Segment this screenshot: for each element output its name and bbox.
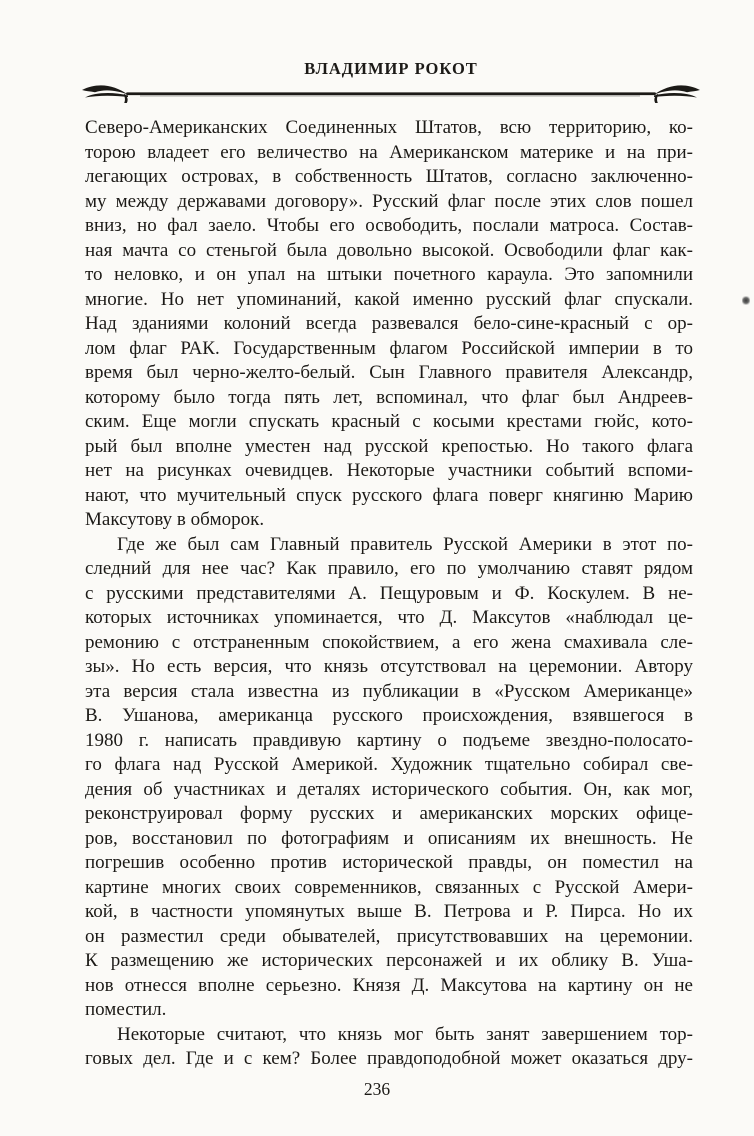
text-line: с русскими представителями А. Пещуровым и Ф. Коскулем. В не- [85, 582, 693, 604]
text-line: кой, в частности упомянутых выше В. Петрова и Р. Пирса. Но их [85, 901, 693, 922]
text-line: Некоторые считают, что князь мог быть занят завершением тор- [117, 1023, 693, 1045]
text-line: реконструировал форму русских и американских морских офице- [85, 803, 693, 824]
text-line: легающих островах, в собственность Штатов, согласно заключенно- [85, 166, 693, 187]
text-line: нают, что мучительный спуск русского флага поверг княгиню Марию [85, 484, 693, 506]
text-line: то неловко, и он упал на штыки почетного караула. Это запомнили [85, 264, 693, 285]
text-line: Северо-Американских Соединенных Штатов, всю территорию, ко- [85, 117, 693, 138]
text-line: му между державами договору». Русский флаг после этих слов пошел [85, 190, 693, 212]
ink-speck-artifact [742, 296, 750, 305]
text-line: ремонию с отстраненным спокойствием, а его жена смахивала сле- [85, 631, 693, 653]
right-fleuron-ornament [654, 85, 700, 103]
text-line: рый был вполне уместен над русской крепостью. Но такого флага [85, 435, 693, 457]
text-line: говых дел. Где и с кем? Более правдоподобной может оказаться дру- [85, 1048, 693, 1069]
text-line: 1980 г. написать правдивую картину о подъеме звездно-полосато- [85, 729, 693, 751]
text-line: которому было тогда пять лет, вспоминал, что флаг был Андреев- [85, 386, 693, 408]
text-line: вниз, но фал заело. Чтобы его освободить, послали матроса. Состав- [85, 215, 693, 236]
ornamental-rule [80, 82, 702, 104]
text-line: погрешив особенно против исторической правды, он поместил на [85, 852, 693, 873]
text-line: которых источниках упоминается, что Д. Максутов «наблюдал це- [85, 607, 693, 628]
text-line: дения об участниках и деталях исторического события. Он, как мог, [85, 778, 693, 800]
text-line: многие. Но нет упоминаний, какой именно русский флаг спускали. [85, 288, 693, 310]
left-fleuron-ornament [82, 85, 128, 103]
text-line: следний для нее час? Как правило, его по умолчанию ставят рядом [85, 558, 693, 579]
text-line: торою владеет его величество на Американском материке и на при- [85, 141, 693, 163]
text-line: время был черно-желто-белый. Сын Главного правителя Александр, [85, 362, 693, 383]
text-line: поместил. [85, 999, 167, 1020]
text-line: ров, восстановил по фотографиям и описаниям их внешность. Не [85, 827, 693, 849]
text-line: Над зданиями колоний всегда развевался бело-сине-красный с ор- [85, 313, 693, 334]
text-line: В. Ушанова, американца русского происхождения, взявшегося в [85, 705, 693, 726]
text-line: эта версия стала известна из публикации в «Русском Американце» [85, 680, 693, 702]
text-line: Максутову в обморок. [85, 509, 265, 530]
text-line: нов отнесся вполне серьезно. Князя Д. Максутова на картину он не [85, 974, 693, 996]
text-line: нет на рисунках очевидцев. Некоторые участники событий вспоми- [85, 460, 693, 481]
text-line: Где же был сам Главный правитель Русской Америки в этот по- [117, 533, 693, 555]
text-line: К размещению же исторических персонажей и их облику В. Уша- [85, 950, 693, 971]
running-title: ВЛАДИМИР РОКОТ [304, 59, 478, 78]
text-line: лом флаг РАК. Государственным флагом Российской империи в то [85, 337, 693, 359]
body-text [85, 116, 693, 1072]
page-number: 236 [363, 1079, 391, 1099]
text-line: зы». Но есть версия, что князь отсутствовал на церемонии. Автору [85, 656, 693, 677]
text-line: ским. Еще могли спускать красный с косыми крестами гюйс, кото- [85, 411, 693, 432]
text-line: го флага над Русской Америкой. Художник тщательно собирал све- [85, 754, 693, 775]
text-line: ная мачта со стеньгой была довольно высокой. Освободили флаг как- [85, 239, 693, 261]
text-line: картине многих своих современников, связанных с Русской Амери- [85, 876, 693, 898]
text-line: он разместил среди обывателей, присутствовавших на церемонии. [85, 925, 693, 947]
